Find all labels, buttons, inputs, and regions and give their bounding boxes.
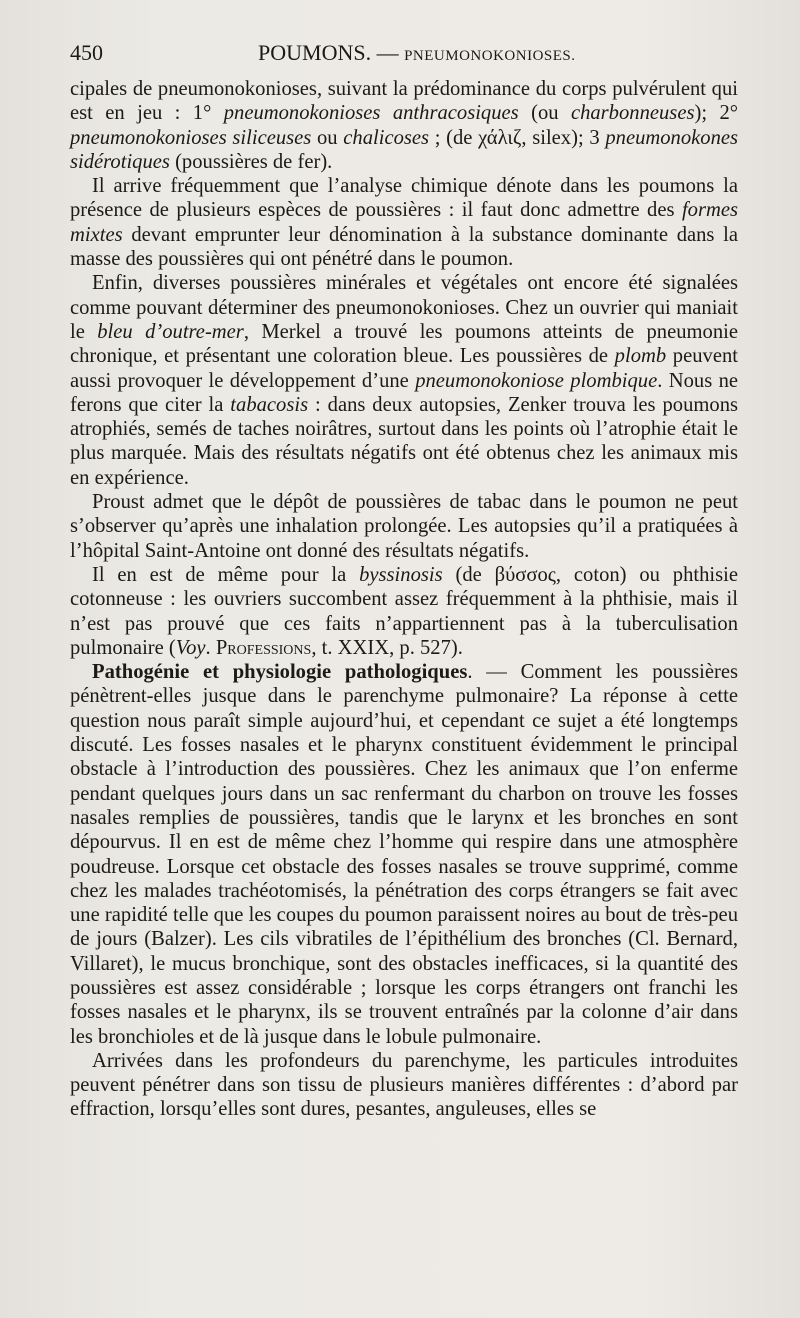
text-run: Enfin, diverses poussières minérales et végétales ont encore été signalées comme pouvant déterminer des pneumonokonioses. Chez un ouvrier qui maniait le (70, 272, 738, 343)
text-run: Il en est de même pour la (92, 563, 360, 586)
page-header (70, 40, 738, 74)
text-run: pneumonokonioses siliceuses (70, 126, 312, 149)
running-head (258, 40, 576, 66)
text-run: peuvent aussi provoquer le développement d’une (70, 345, 738, 392)
text-run: cipales de pneumonokonioses, suivant la prédominance du corps pulvérulent qui est en jeu : 1° (70, 78, 738, 125)
text-run: formes mixtes (70, 199, 738, 246)
text-run: charbonneuses (570, 102, 695, 125)
paragraph-p7 (70, 1049, 738, 1122)
text-run: pneumonokones sidérotiques (70, 126, 739, 173)
paragraph-p2 (70, 174, 738, 271)
text-run: (poussières de fer). (169, 150, 333, 173)
text-run: plomb (614, 345, 667, 368)
text-run: (ou (518, 102, 571, 125)
text-run: (de βύσσος, coton) ou phthisie cotonneuse : les ouvriers succombent assez fréquemment à la phthisie, mais il n’est pas prouvé que ces faits n’appartiennent pas à la tuberculisation pulmonaire ( (70, 563, 738, 659)
text-run: ); 2° (694, 102, 738, 125)
text-run: : dans deux autopsies, Zenker trouva les poumons atrophiés, semés de taches noirâtres, surtout dans les points où l’atrophie était le plus marquée. Mais des résultats négatifs ont été obtenus chez les animaux mis en expérience. (70, 393, 738, 489)
text-run: byssinosis (359, 563, 443, 586)
page-number: 450 (70, 40, 103, 65)
text-run: Arrivées dans les profondeurs du parenchyme, les particules introduites peuvent pénétrer dans son tissu de plusieurs manières différentes : d’abord par effraction, lorsqu’elles sont dures, pesantes, anguleuses, elles se (70, 1049, 738, 1121)
body-text (70, 77, 738, 1122)
text-run: . (205, 636, 216, 659)
paragraph-p1 (70, 77, 738, 174)
text-run: Voy (175, 636, 206, 659)
text-run: pneumonokonioses anthracosiques (223, 102, 519, 125)
paragraph-p4 (70, 490, 738, 563)
text-run: ; (de χάλιζ, silex); 3 (429, 126, 606, 149)
text-run: . Nous ne ferons que citer la (70, 369, 739, 416)
text-run: devant emprunter leur dénomination à la substance dominante dans la masse des poussières qui ont pénétré dans le poumon. (70, 223, 738, 271)
text-run: Professions (215, 636, 312, 659)
paragraph-p5 (70, 563, 738, 660)
text-run: chalicoses (343, 126, 430, 149)
text-run: Proust admet que le dépôt de poussières de tabac dans le poumon ne peut s’observer qu’après une inhalation prolongée. Les autopsies qu’il a pratiquées à l’hôpital Saint-Antoine ont donné des résultats négatifs. (70, 491, 738, 562)
running-head-dash: — (371, 40, 405, 65)
paragraph-p3 (70, 271, 738, 490)
section-heading: Pathogénie et physiologie pathologiques (92, 661, 468, 684)
paragraph-p6 (70, 660, 738, 1049)
text-run: . — Comment les poussières pénètrent-elles jusque dans le parenchyme pulmonaire? La réponse à cette question nous paraît simple aujourd’hui, et cependant ce sujet a été longtemps discuté. Les fosses nasales et le pharynx constituent évidemment le principal obstacle à l’introduction des poussières. Chez les animaux que l’on enferme pendant quelques jours dans un sac renfermant du charbon on trouve les fosses nasales remplies de poussières, tandis que le larynx et les bronches en sont dépourvus. Il en est de même chez l’homme qui respire dans une atmosphère poudreuse. Lorsque cet obstacle des fosses nasales se trouve supprimé, comme chez les malades trachéotomisés, la pénétration des corps étrangers se fait avec une rapidité telle que les coupes du poumon paraissent noires au bout de très-peu de jours (Balzer). Les cils vibratiles de l’épithélium des bronches (Cl. Bernard, Villaret), le mucus bronchique, sont des obstacles inefficaces, si la quantité des poussières est assez considérable ; lorsque les corps étrangers ont franchi les fosses nasales et le pharynx, ils se trouvent entraînés par la colonne d’air dans les bronchioles et de là jusque dans le lobule pulmonaire. (70, 661, 738, 1048)
running-head-title: POUMONS. (258, 40, 372, 65)
text-run: , t. XXIX, p. 527). (311, 636, 463, 659)
running-head-subtitle: PNEUMONOKONIOSES. (404, 48, 576, 64)
text-run: Il arrive fréquemment que l’analyse chimique dénote dans les poumons la présence de plusieurs espèces de poussières : il faut donc admettre des (70, 175, 738, 222)
text-run: tabacosis (230, 393, 309, 416)
text-run: ou (311, 126, 344, 149)
text-run: pneumonokoniose plombique (415, 369, 658, 392)
text-run: bleu d’outre-mer (97, 320, 244, 343)
text-run: , Merkel a trouvé les poumons atteints de pneumonie chronique, et présentant une coloration bleue. Les poussières de (70, 320, 738, 368)
